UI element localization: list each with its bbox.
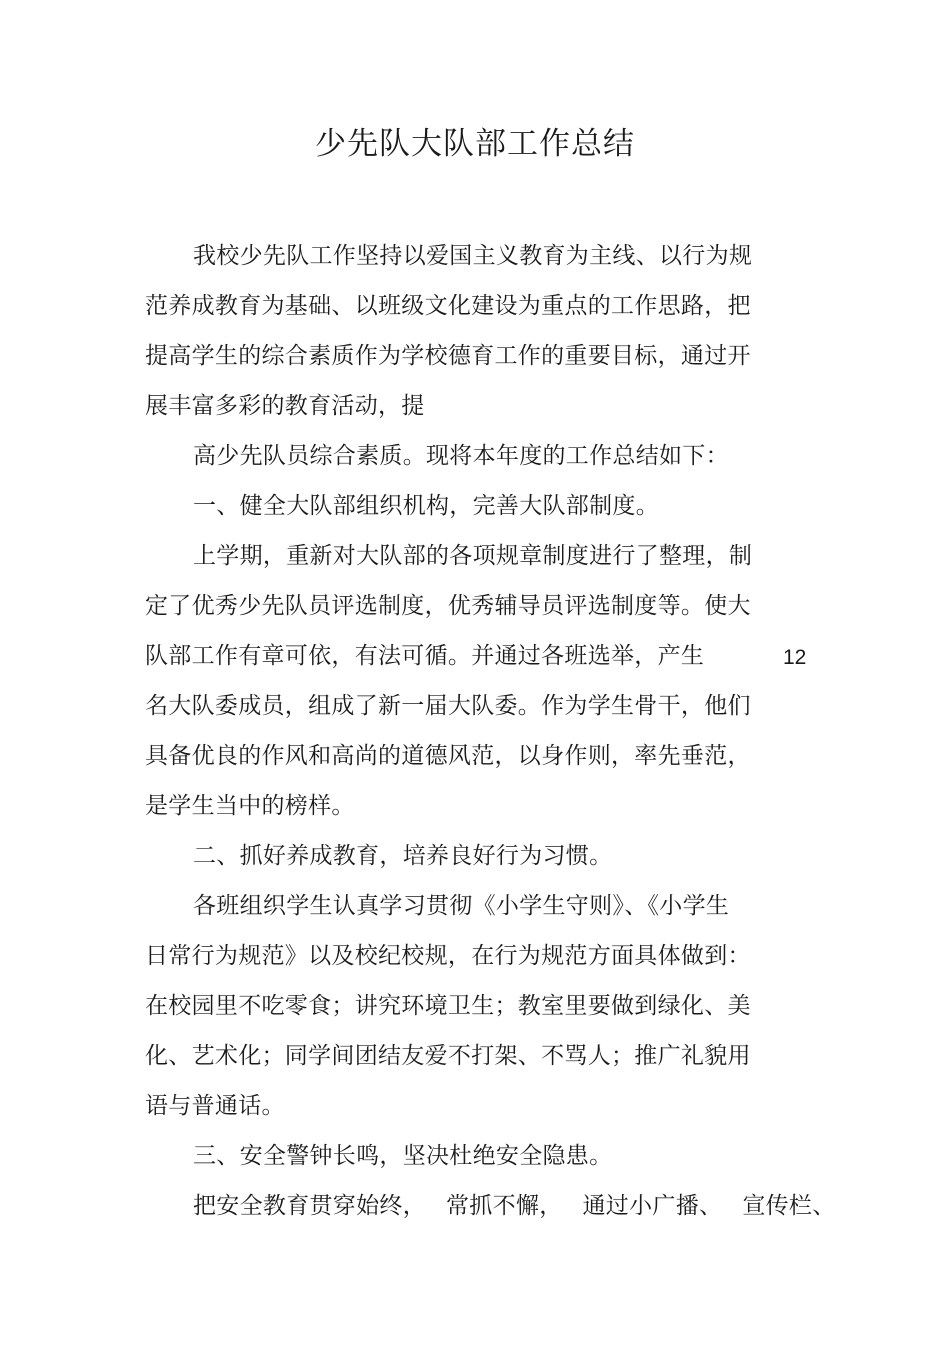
paragraph-line: 上学期，重新对大队部的各项规章制度进行了整理，制 (193, 543, 753, 569)
section-heading: 一、健全大队部组织机构，完善大队部制度。 (193, 493, 659, 519)
text-segment: 通过小广播、 (582, 1193, 723, 1219)
paragraph-line: 展丰富多彩的教育活动，提 (145, 393, 425, 419)
paragraph-line-last (193, 1189, 836, 1223)
text-segment: 把安全教育贯穿始终， (193, 1193, 426, 1219)
paragraph-line: 是学生当中的榜样。 (145, 793, 355, 819)
paragraph-line: 提高学生的综合素质作为学校德育工作的重要目标，通过开 (145, 343, 751, 369)
section-heading: 三、安全警钟长鸣，坚决杜绝安全隐患。 (193, 1143, 613, 1169)
paragraph-line: 高少先队员综合素质。现将本年度的工作总结如下： (193, 443, 729, 469)
section-heading: 二、抓好养成教育，培养良好行为习惯。 (193, 843, 613, 869)
paragraph-line: 化、艺术化；同学间团结友爱不打架、不骂人；推广礼貌用 (145, 1043, 751, 1069)
paragraph-line: 语与普通话。 (145, 1093, 285, 1119)
page-number: 12 (783, 646, 807, 669)
paragraph-line: 日常行为规范》以及校纪校规，在行为规范方面具体做到： (145, 943, 751, 969)
paragraph-line: 在校园里不吃零食；讲究环境卫生；教室里要做到绿化、美 (145, 993, 751, 1019)
paragraph-line: 队部工作有章可依，有法可循。并通过各班选举，产生 (145, 643, 705, 669)
text-segment: 常抓不懈， (446, 1193, 563, 1219)
document-title: 少先队大队部工作总结 (315, 126, 635, 162)
paragraph-line: 名大队委成员，组成了新一届大队委。作为学生骨干，他们 (145, 693, 751, 719)
paragraph-line: 定了优秀少先队员评选制度，优秀辅导员评选制度等。使大 (145, 593, 751, 619)
paragraph-line: 各班组织学生认真学习贯彻《小学生守则》、《小学生 (193, 893, 730, 919)
paragraph-line: 我校少先队工作坚持以爱国主义教育为主线、以行为规 (193, 243, 753, 269)
text-segment: 宣传栏、 (742, 1193, 836, 1219)
paragraph-line: 范养成教育为基础、以班级文化建设为重点的工作思路，把 (145, 293, 751, 319)
paragraph-line: 具备优良的作风和高尚的道德风范，以身作则，率先垂范， (145, 743, 751, 769)
